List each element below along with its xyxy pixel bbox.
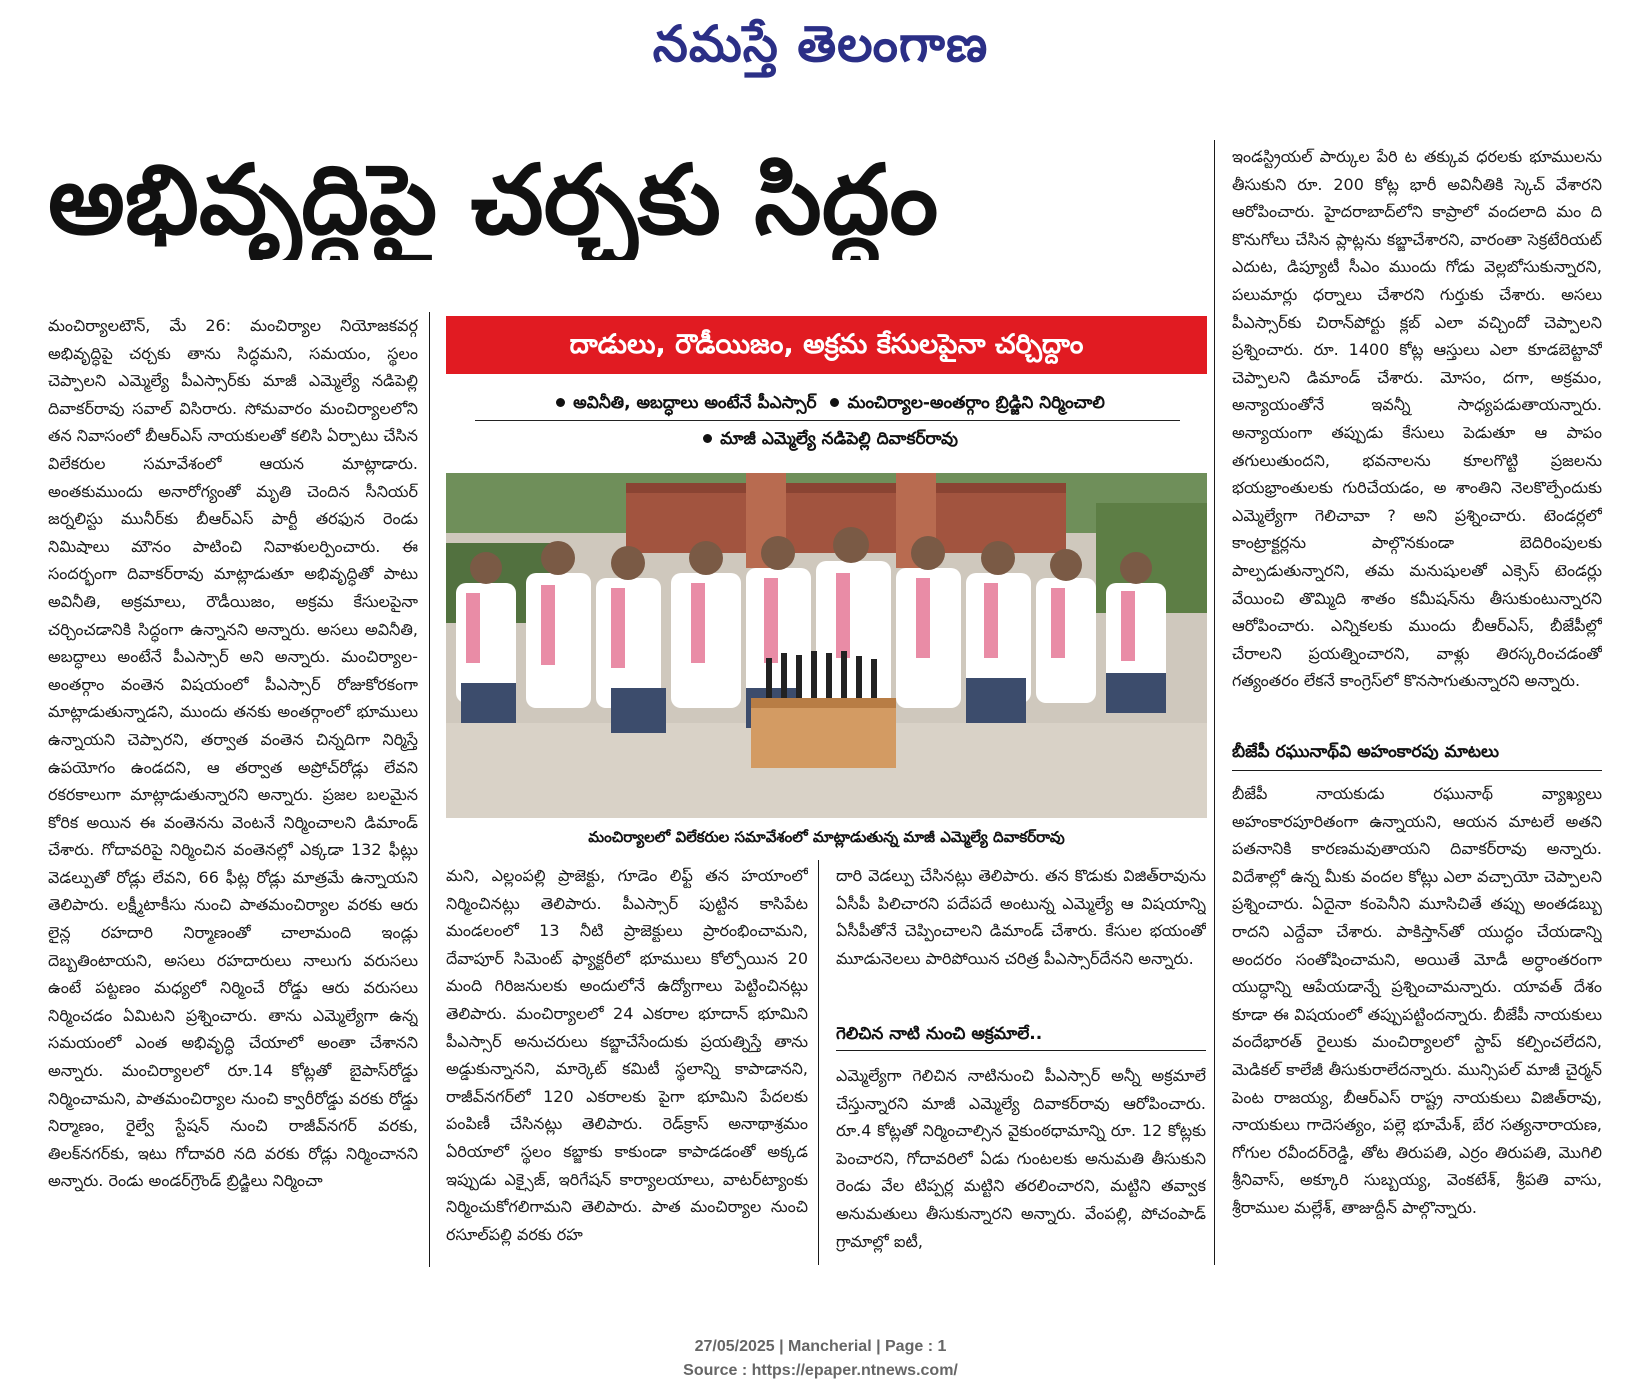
bullet-2: మంచిర్యాల-అంతర్గాం బ్రిడ్జిని నిర్మించాలి [847,393,1105,413]
bullet-row-1 [446,388,1207,418]
highlight-bullets [446,388,1207,454]
column-2-text: మని, ఎల్లంపల్లి ప్రాజెక్టు, గూడెం లిఫ్ట్ తన హయాంలో నిర్మించినట్లు తెలిపారు. పీఎస్సార్ పుట్టిన కాసిపేట మండలంలో 13 నీటి ప్రాజెక్టులు ప్రారంభించామని, దేవాపూర్ సిమెంట్ ఫ్యాక్టరీలో భూములు కోల్పోయిన 20 మంది గిరిజనులకు అందులోనే ఉద్యోగాలు పెట్టించినట్లు తెలిపారు. మంచిర్యాలలో 24 ఎకరాల భూదాన్ భూమిని పీఎస్సార్ అనుచరులు కబ్జాచేసేందుకు ప్రయత్నిస్తే తాను అడ్డుకున్నానని, మార్కెట్ కమిటీ స్థలాన్ని కాపాడానని, రాజీవ్‌నగర్‌లో 120 ఎకరాలకు పైగా భూమిని పేదలకు పంపిణీ చేసినట్లు తెలిపారు. రెడ్‌క్రాస్ అనాథాశ్రమం ఏరియాలో స్థలం కబ్జాకు కాకుండా కాపాడడంతో అక్కడ ఇప్పుడు ఎక్సైజ్, ఇరిగేషన్ కార్యాలయాలు, వాటర్‌ట్యాంకు నిర్మించుకోగలిగామని తెలిపారు. పాత మంచిర్యాల నుంచి రసూల్‌పల్లి వరకు రహ [446,866,808,1244]
newspaper-masthead: నమస్తే తెలంగాణ [652,14,989,73]
section-subhead-2: బీజేపీ రఘునాథ్‌వి అహంకారపు మాటలు [1232,742,1499,762]
column-3-text-2: ఎమ్మెల్యేగా గెలిచిన నాటినుంచి పీఎస్సార్ అన్నీ అక్రమాలే చేస్తున్నారని మాజీ ఎమ్మెల్యే దివాకర్‌రావు ఆరోపించారు. రూ.4 కోట్లతో నిర్మించాల్సిన వైకుంఠధామాన్ని రూ. 12 కోట్లకు పెంచారని, గోదావరిలో ఏడు గుంటలకు అనుమతి తీసుకుని రెండు వేల టిప్పర్ల మట్టిని తరలించారని, మట్టిని తవ్వాక అనుమతులు తీసుకున్నారని అన్నారు. వేంపల్లి, పోచంపాడ్ గ్రామాల్లో ఐటీ, [836,1066,1206,1251]
column-divider [429,312,430,1267]
article-column-4-part-1 [1232,143,1602,735]
column-4-text-2: బీజేపీ నాయకుడు రఘునాథ్ వ్యాఖ్యలు అహంకారపూరితంగా ఉన్నాయని, ఆయన మాటలే అతని పతనానికి కారణమవుతాయని దివాకర్‌రావు అన్నారు. విదేశాల్లో ఉన్న మీకు వందల కోట్లు ఎలా వచ్చాయో చెప్పాలని ప్రశ్నించారు. ఏదైనా కంపెనీని మూసిచితే తప్పు అంతడబ్బు రాదని ఎద్దేవా చేశారు. పాకిస్తాన్‌తో యుద్ధం చేయడాన్ని అందరం సంతోషించామని, అయితే మోడీ అర్ధాంతరంగా యుద్ధాన్ని ఆపేయడాన్నే ప్రశ్నించామన్నారు. యావత్ దేశం కూడా ఈ విషయంలో తప్పుపట్టిందన్నారు. బీజేపీ నాయకులు వందేభారత్ రైలుకు మంచిర్యాలలో స్టాప్ కల్పించలేదని, మెడికల్ కాలేజీ తీసుకురాలేదన్నారు. మున్సిపల్ మాజీ చైర్మన్ పెంట రాజయ్య, బీఆర్‌ఎస్ రాష్ట్ర నాయకులు విజిత్‌రావు, నాయకులు గాదెసత్యం, పల్లె భూమేశ్, బేర సత్యనారాయణ, గోగుల రవీందర్‌రెడ్డి, తోట తిరుపతి, ఎర్రం తిరుపతి, మొగిలి శ్రీనివాస్, అక్కూరి సుబ్బయ్య, వెంకటేశ్, శ్రీపతి వాసు, శ్రీరాముల మల్లేశ్, తాజుద్దీన్ పాల్గొన్నారు. [1232,784,1602,1217]
photo-caption: మంచిర్యాలలో విలేకరుల సమావేశంలో మాట్లాడుతున్న మాజీ ఎమ్మెల్యే దివాకర్‌రావు [588,828,1065,846]
bullet-1: అవినీతి, అబద్ధాలు అంటేనే పీఎస్సార్ [573,393,817,413]
bullet-dot-icon [703,434,712,443]
footer-source: Source : https://epaper.ntnews.com/ [683,1362,958,1379]
bullet-divider [475,420,1180,421]
subhead-underline [836,1050,1206,1051]
section-subhead-1: గెలిచిన నాటి నుంచి అక్రమాలే.. [836,1024,1043,1044]
subhead-underline [1232,770,1602,771]
bullet-dot-icon [556,398,565,407]
bullet-dot-icon [830,398,839,407]
column-1-text: మంచిర్యాలటౌన్, మే 26: మంచిర్యాల నియోజకవర్గ అభివృద్ధిపై చర్చకు తాను సిద్ధమని, సమయం, స్థలం చెప్పాలని ఎమ్మెల్యే పీఎస్సార్‌కు మాజీ ఎమ్మెల్యే నడిపెల్లి దివాకర్‌రావు సవాల్ విసిరారు. సోమవారం మంచిర్యాలలోని తన నివాసంలో బీఆర్‌ఎస్ నాయకులతో కలిసి ఏర్పాటు చేసిన విలేకరుల సమావేశంలో ఆయన మాట్లాడారు. అంతకుముందు అనారోగ్యంతో మృతి చెందిన సీనియర్ జర్నలిస్టు మునీర్‌కు బీఆర్‌ఎస్ పార్టీ తరఫున రెండు నిమిషాలు మౌనం పాటించి నివాళులర్పించారు. ఈ సందర్భంగా దివాకర్‌రావు మాట్లాడుతూ అభివృద్ధితో పాటు అవినీతి, అక్రమాలు, రౌడీయిజం, అక్రమ కేసులపైనా చర్చించడానికి సిద్ధంగా ఉన్నానని అన్నారు. అసలు అవినీతి, అబద్ధాలు అంటేనే పీఎస్సార్ అని అన్నారు. మంచిర్యాల-అంతర్గాం వంతెన విషయంలో పీఎస్సార్ రోజుకోరకంగా మాట్లాడుతున్నాడని, ముందు తనకు అంతర్గాంలో భూములు ఉన్నాయని చెప్పారని, తర్వాత వంతెన చిన్నదిగా నిర్మిస్తే ఉపయోగం ఉండదని, ఆ తర్వాత అప్రోచ్‌రోడ్లు లేవని రకరకాలుగా మాట్లాడుతున్నారని అన్నారు. ప్రజల బలమైన కోరిక అయిన ఈ వంతెనను వెంటనే నిర్మించాలని డిమాండ్ చేశారు. గోదావరిపై నిర్మించిన వంతెనల్లో ఎక్కడా 132 ఫీట్లు వెడల్పుతో రోడ్లు లేవని, 66 ఫీట్ల రోడ్లు మాత్రమే ఉన్నాయని తెలిపారు. లక్ష్మీటాకీసు నుంచి పాతమంచిర్యాల వరకు ఆరు లైన్ల రహదారి నిర్మాణంతో చాలామంది ఇండ్లు దెబ్బతింటాయని, అసలు రహదారులు నాలుగు వరుసలు ఉంటే పట్టణం మధ్యలో నిర్మించే రోడ్డు ఆరు వరుసలు నిర్మించడం ఏమిటని ప్రశ్నించారు. తాను ఎమ్మెల్యేగా ఉన్న సమయంలో ఎంత అభివృద్ధి చేయాలో అంతా చేశానని అన్నారు. మంచిర్యాలలో రూ.14 కోట్లతో బైపాస్‌రోడ్డు నిర్మించామని, పాతమంచిర్యాల నుంచి క్వారీరోడ్డు వరకు రోడ్డు నిర్మాణం, రైల్వే స్టేషన్ నుంచి రాజీవ్‌నగర్ వరకు, తిలక్‌నగర్‌కు, ఇటు గోదావరి నది వరకు రోడ్లు నిర్మించానని అన్నారు. రెండు అండర్‌గ్రౌండ్ బ్రిడ్జిలు నిర్మించా [48,316,418,1191]
subheadline-banner: దాడులు, రౌడీయిజం, అక్రమ కేసులపైనా చర్చిద్దాం [446,316,1207,374]
column-4-text-1: ఇండస్ట్రియల్ పార్కుల పేరి ట తక్కువ ధరలకు భూములను తీసుకుని రూ. 200 కోట్ల భారీ అవినీతికి స్కెచ్ వేశారని ఆరోపించారు. హైదరాబాద్‌లోని కాప్రాలో వందలాది మం ది కొనుగోలు చేసిన ప్లాట్లను కబ్జాచేశారని, వారంతా సెక్రటేరియట్ ఎదుట, డిప్యూటీ సీఎం ముందు గోడు వెల్లబోసుకున్నారని, పలుమార్లు ధర్నాలు చేశారని గుర్తుకు చేశారు. అసలు పీఎస్సార్‌కు చిరాన్‌పోర్టు క్లబ్ ఎలా వచ్చిందో చెప్పాలని ప్రశ్నించారు. రూ. 1400 కోట్ల ఆస్తులు ఎలా కూడబెట్టావో చెప్పాలని డిమాండ్ చేశారు. మోసం, దగా, అక్రమం, అన్యాయంతోనే ఇవన్నీ సాధ్యపడుతాయన్నారు. అన్యాయంగా తప్పుడు కేసులు పెడుతూ ఆ పాపం తగులుతుందని, భవనాలను కూలగొట్టి ప్రజలను భయభ్రాంతులకు గురిచేయడం, అ శాంతిని నెలకొల్పేందుకు ఎమ్మెల్యేగా గెలిచావా ? అని ప్రశ్నించారు. టెండర్లలో కాంట్రాక్టర్లను పాల్గొనకుండా బెదిరింపులకు పాల్పడుతున్నారని, తమ మనుషులతో ఎక్సెస్ టెండర్లు వేయించి తొమ్మిది శాతం కమీషన్‌ను తీసుకుంటున్నారని ఆరోపించారు. ఎన్నికలకు ముందు బీఆర్‌ఎస్, బీజేపీల్లో చేరాలని ప్రయత్నించారని, వాళ్లు తిరస్కరించడంతో గత్యంతరం లేకనే కాంగ్రెస్‌లో కొనసాగుతున్నారని అన్నారు. [1232,147,1602,691]
column-divider [818,860,819,1265]
article-column-3-part-1 [836,862,1206,1017]
article-column-4-part-2 [1232,780,1602,1267]
column-3-text-1: దారి వెడల్పు చేసినట్లు తెలిపారు. తన కొడుకు విజిత్‌రావును ఏసీపీ పిలిచారని పదేపదే అంటున్న ఎమ్మెల్యే ఆ విషయాన్ని ఏసీపీతోనే చెప్పించాలని డిమాండ్ చేశారు. కేసుల భయంతో మూడునెలలు పారిపోయిన చరిత్ర పీఎస్సార్‌దేనని అన్నారు. [836,866,1206,968]
column-divider [1214,140,1215,1265]
bullet-3: మాజీ ఎమ్మెల్యే నడిపెల్లి దివాకర్‌రావు [720,429,958,449]
press-meet-photo [446,473,1207,818]
article-column-3-part-2 [836,1062,1206,1267]
footer-date-edition: 27/05/2025 | Mancherial | Page : 1 [694,1338,947,1355]
article-column-1 [48,312,418,1267]
bullet-row-2 [446,424,1207,454]
article-column-2 [446,862,808,1267]
headline: అభివృద్ధిపై చర్చకు సిద్ధం [48,144,939,256]
